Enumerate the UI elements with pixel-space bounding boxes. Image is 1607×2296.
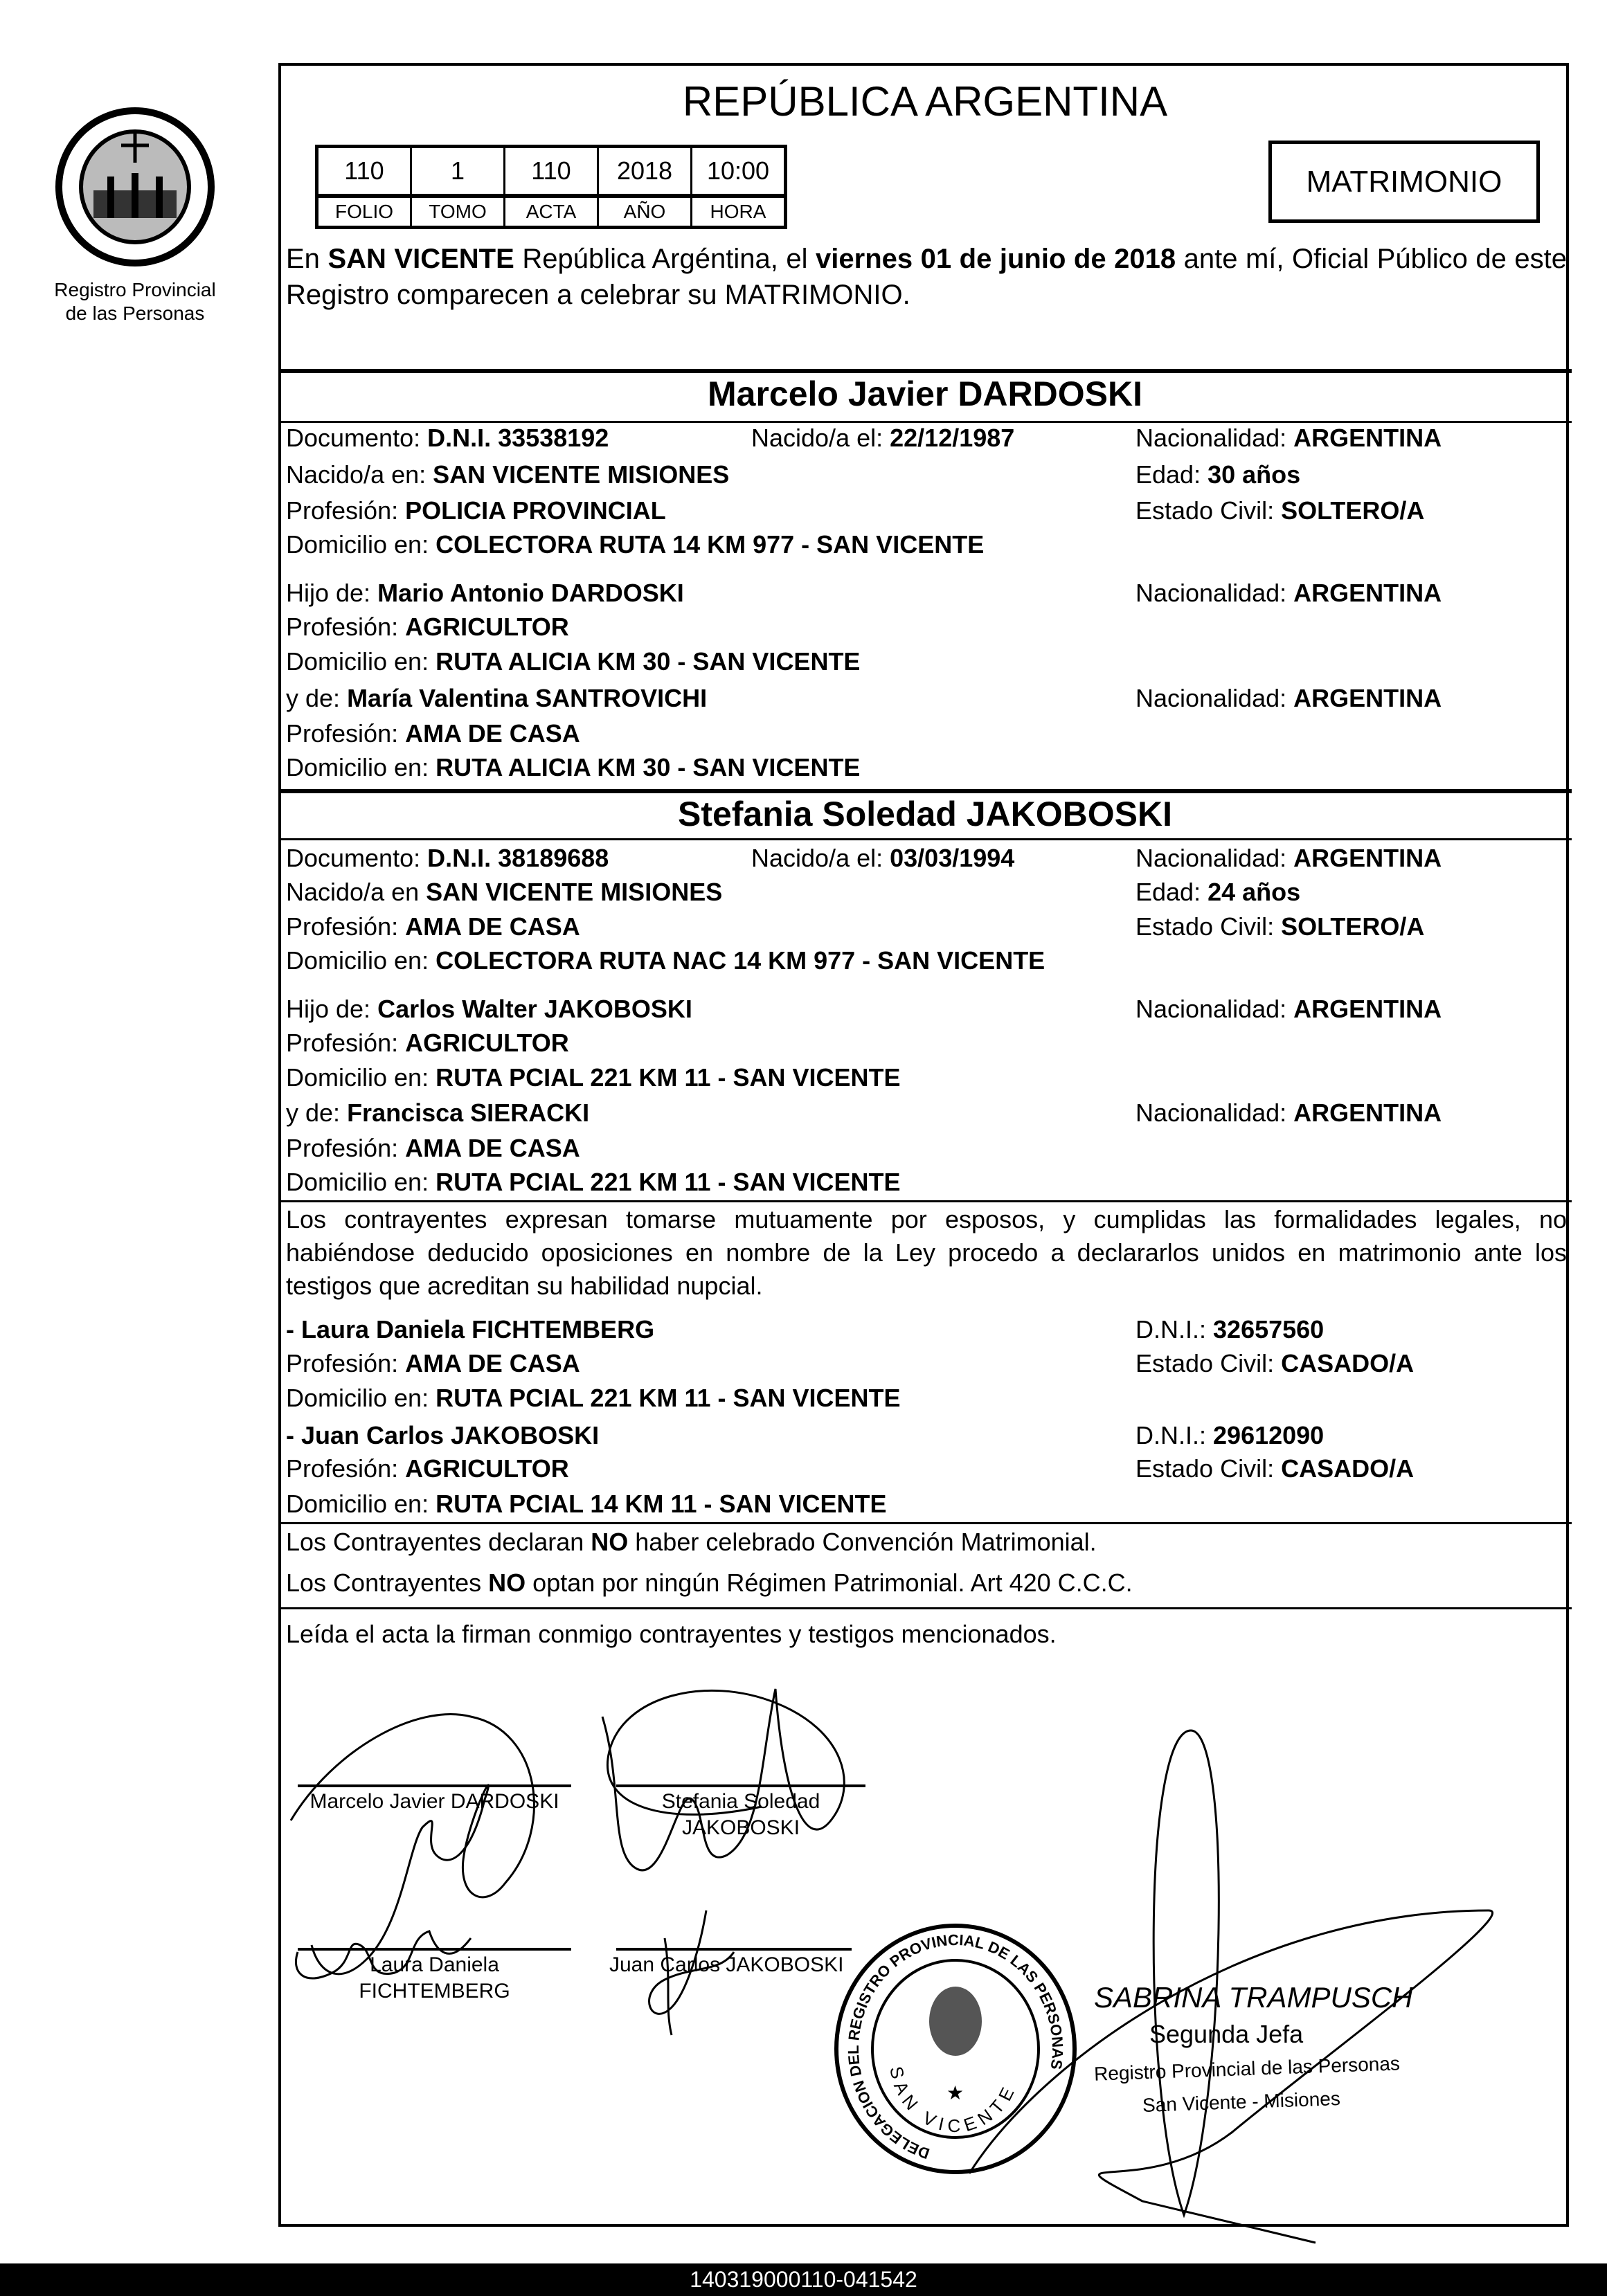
intro-part: ante mí, Oficial Público de este Registro comparecen a celebrar su MATRIMONIO. (286, 244, 1567, 310)
field-label: y de: (286, 1099, 341, 1127)
bride-name-heading: Stefania Soledad JAKOBOSKI (677, 795, 1173, 833)
groom-nacido-el (751, 424, 1014, 452)
field-label: D.N.I.: (1135, 1421, 1207, 1449)
field-value: SOLTERO/A (1281, 912, 1425, 941)
bride-estado-civil (1135, 913, 1424, 941)
field-value: Carlos Walter JAKOBOSKI (377, 995, 692, 1023)
field-value: AGRICULTOR (405, 1029, 569, 1057)
closing-statement: Leída el acta la firman conmigo contrayentes y testigos mencionados. (286, 1620, 1057, 1648)
text-part: haber celebrado Convención Matrimonial. (628, 1528, 1097, 1556)
witness-1-estado-civil (1135, 1350, 1414, 1377)
document-type-box: MATRIMONIO (1268, 141, 1540, 223)
field-value: - Juan Carlos JAKOBOSKI (286, 1421, 600, 1449)
field-value: 32657560 (1213, 1315, 1325, 1344)
field-value: ARGENTINA (1293, 684, 1442, 712)
logo-caption (28, 278, 242, 325)
signature-name-line: Stefania Soledad (661, 1790, 820, 1813)
signature-name-witness-2: Juan Carlos JAKOBOSKI (609, 1953, 844, 1976)
divider (278, 1522, 1572, 1524)
groom-nacionalidad (1135, 424, 1442, 452)
provincial-seal-logo (52, 107, 218, 266)
field-value: AGRICULTOR (405, 613, 569, 641)
field-value: 22/12/1987 (890, 424, 1015, 452)
field-label: Domicilio en: (286, 530, 429, 559)
anio-value: 2018 (598, 147, 692, 197)
field-value: ARGENTINA (1293, 844, 1442, 872)
field-label: Profesión: (286, 613, 399, 641)
divider (278, 789, 1572, 793)
field-label: Domicilio en: (286, 1063, 429, 1092)
stamp-inner-textpath: SAN VICENTE (886, 2064, 1021, 2137)
field-value: COLECTORA RUTA NAC 14 KM 977 - SAN VICENTE (436, 946, 1045, 975)
witness-2-dni (1135, 1422, 1324, 1449)
signature-bride (602, 1689, 844, 1870)
intro-part: En (286, 244, 328, 274)
signature-name-line: Laura Daniela (370, 1953, 499, 1976)
bride-domicilio (286, 947, 1045, 975)
bride-edad (1135, 878, 1300, 906)
field-value: CASADO/A (1281, 1349, 1415, 1377)
field-label: D.N.I.: (1135, 1315, 1207, 1344)
bride-nacionalidad (1135, 844, 1442, 872)
official-role: Segunda Jefa (1149, 2020, 1304, 2048)
witness-2-domicilio (286, 1490, 887, 1518)
field-value: - Laura Daniela FICHTEMBERG (286, 1315, 655, 1344)
field-value: 30 años (1208, 460, 1301, 489)
field-value: SOLTERO/A (1281, 496, 1425, 525)
logo-caption-line2: de las Personas (65, 302, 205, 324)
field-label: Nacido/a en: (286, 460, 427, 489)
field-value: D.N.I. 38189688 (427, 844, 609, 872)
bride-mother-domicilio (286, 1168, 901, 1196)
field-value: AMA DE CASA (405, 719, 580, 748)
groom-name-heading: Marcelo Javier DARDOSKI (707, 374, 1142, 413)
field-value: Francisca SIERACKI (347, 1099, 590, 1127)
bride-nacido-en (286, 878, 722, 906)
field-value: SAN VICENTE MISIONES (426, 878, 723, 906)
signature-witness-2 (649, 1910, 734, 2035)
field-label: Nacionalidad: (1135, 424, 1287, 452)
field-label: Hijo de: (286, 995, 371, 1023)
groom-mother-domicilio (286, 754, 860, 781)
official-stamp (831, 1921, 1080, 2177)
divider (278, 1200, 1572, 1202)
field-value: RUTA PCIAL 221 KM 11 - SAN VICENTE (436, 1384, 901, 1412)
field-label: Profesión: (286, 719, 399, 748)
groom-edad (1135, 461, 1300, 489)
witness-1-dni (1135, 1316, 1324, 1344)
hora-value: 10:00 (692, 147, 786, 197)
stamp-emblem-icon (929, 1987, 982, 2056)
groom-father (286, 579, 684, 607)
field-value: RUTA PCIAL 221 KM 11 - SAN VICENTE (436, 1168, 901, 1196)
field-value: Mario Antonio DARDOSKI (377, 579, 684, 607)
bride-mother-nacionalidad (1135, 1099, 1442, 1127)
bride-nacido-el (751, 844, 1014, 872)
text-part: Los Contrayentes (286, 1569, 489, 1597)
field-label: y de: (286, 684, 341, 712)
field-value: AMA DE CASA (405, 1134, 580, 1162)
field-label: Domicilio en: (286, 1490, 429, 1518)
field-label: Nacido/a el: (751, 844, 883, 872)
divider (278, 1607, 1572, 1609)
bride-profesion (286, 913, 580, 941)
field-label: Documento: (286, 844, 421, 872)
bride-father-profesion (286, 1029, 569, 1057)
field-label: Nacionalidad: (1135, 995, 1287, 1023)
field-label: Nacionalidad: (1135, 579, 1287, 607)
field-label: Profesión: (286, 1029, 399, 1057)
witness-1-name (286, 1316, 654, 1344)
field-label: Profesión: (286, 1454, 399, 1483)
field-value: CASADO/A (1281, 1454, 1415, 1483)
field-value: D.N.I. 33538192 (427, 424, 609, 452)
field-label: Nacionalidad: (1135, 684, 1287, 712)
groom-mother-profesion (286, 720, 580, 748)
bride-father-nacionalidad (1135, 995, 1442, 1023)
field-value: ARGENTINA (1293, 995, 1442, 1023)
field-label: Profesión: (286, 1349, 399, 1377)
intro-place: SAN VICENTE (327, 244, 514, 274)
declaration-text: Los contrayentes expresan tomarse mutuamente por esposos, y cumplidas las formalidades legales, no habiéndose deducido oposiciones en nombre de la Ley procedo a declararlos unidos en matrimonio ante los testigos que acreditan su habilidad nupcial. (286, 1205, 1567, 1300)
field-value: POLICIA PROVINCIAL (405, 496, 666, 525)
field-value: RUTA PCIAL 221 KM 11 - SAN VICENTE (436, 1063, 901, 1092)
field-label: Edad: (1135, 460, 1201, 489)
field-label: Domicilio en: (286, 753, 429, 781)
field-value: RUTA PCIAL 14 KM 11 - SAN VICENTE (436, 1490, 887, 1518)
field-label: Estado Civil: (1135, 1349, 1275, 1377)
field-label: Domicilio en: (286, 1168, 429, 1196)
field-label: Profesión: (286, 496, 399, 525)
field-label: Nacionalidad: (1135, 1099, 1287, 1127)
field-value: ARGENTINA (1293, 579, 1442, 607)
folio-value: 110 (317, 147, 411, 197)
groom-estado-civil (1135, 497, 1424, 525)
field-label: Domicilio en: (286, 1384, 429, 1412)
bride-father (286, 995, 692, 1023)
field-label: Domicilio en: (286, 946, 429, 975)
divider (278, 838, 1572, 840)
field-value: AMA DE CASA (405, 912, 580, 941)
bride-mother-profesion (286, 1135, 580, 1162)
text-part: optan por ningún Régimen Patrimonial. Art 420 C.C.C. (526, 1569, 1133, 1597)
signature-name-groom: Marcelo Javier DARDOSKI (309, 1790, 559, 1813)
field-value: 24 años (1208, 878, 1301, 906)
intro-date: viernes 01 de junio de 2018 (816, 244, 1176, 274)
intro-text (286, 241, 1567, 313)
field-label: Profesión: (286, 912, 399, 941)
field-label: Estado Civil: (1135, 912, 1275, 941)
field-label: Hijo de: (286, 579, 371, 607)
groom-profesion (286, 497, 666, 525)
field-value: RUTA ALICIA KM 30 - SAN VICENTE (436, 753, 861, 781)
text-emphasis: NO (488, 1569, 526, 1597)
witness-2-name (286, 1422, 599, 1449)
field-value: ARGENTINA (1293, 1099, 1442, 1127)
signature-groom (291, 1715, 534, 1974)
stamp-star-icon: ★ (946, 2081, 964, 2104)
witness-2-estado-civil (1135, 1455, 1414, 1483)
signature-name-line: JAKOBOSKI (681, 1816, 800, 1839)
witness-1-domicilio (286, 1384, 901, 1412)
field-label: Nacido/a en (286, 878, 420, 906)
official-org: Registro Provincial de las Personas (1093, 2052, 1401, 2085)
field-label: Edad: (1135, 878, 1201, 906)
divider (278, 421, 1572, 423)
groom-father-domicilio (286, 648, 860, 676)
groom-mother-nacionalidad (1135, 685, 1442, 712)
record-info-table (315, 145, 787, 229)
field-value: ARGENTINA (1293, 424, 1442, 452)
text-part: Los Contrayentes declaran (286, 1528, 591, 1556)
groom-father-profesion (286, 613, 569, 641)
anio-label: AÑO (598, 196, 692, 228)
field-label: Documento: (286, 424, 421, 452)
divider (278, 369, 1572, 373)
signature-name-line: FICHTEMBERG (359, 1980, 510, 2003)
intro-part: República Argéntina, el (514, 244, 816, 274)
field-value: SAN VICENTE MISIONES (433, 460, 730, 489)
folio-label: FOLIO (317, 196, 411, 228)
page-title: REPÚBLICA ARGENTINA (682, 78, 1168, 125)
stamp-outer-textpath: DELEGACION DEL REGISTRO PROVINCIAL DE LAS PERSONAS (844, 1931, 1067, 2163)
logo-caption-line1: Registro Provincial (54, 279, 216, 300)
field-label: Domicilio en: (286, 647, 429, 676)
acta-label: ACTA (505, 196, 598, 228)
bride-mother (286, 1099, 589, 1127)
field-label: Estado Civil: (1135, 496, 1275, 525)
field-label: Nacionalidad: (1135, 844, 1287, 872)
text-emphasis: NO (591, 1528, 629, 1556)
hora-label: HORA (692, 196, 786, 228)
footer-barcode-text: 140319000110-041542 (0, 2263, 1607, 2296)
field-label: Estado Civil: (1135, 1454, 1275, 1483)
seal-icon (52, 107, 218, 266)
field-label: Nacido/a el: (751, 424, 883, 452)
field-value: COLECTORA RUTA 14 KM 977 - SAN VICENTE (436, 530, 985, 559)
groom-father-nacionalidad (1135, 579, 1442, 607)
tomo-label: TOMO (411, 196, 505, 228)
groom-mother (286, 685, 707, 712)
official-place: San Vicente - Misiones (1142, 2088, 1341, 2116)
regime-statement (286, 1569, 1133, 1597)
field-label: Profesión: (286, 1134, 399, 1162)
field-value: RUTA ALICIA KM 30 - SAN VICENTE (436, 647, 861, 676)
field-value: 03/03/1994 (890, 844, 1015, 872)
groom-domicilio (286, 531, 984, 559)
field-value: 29612090 (1213, 1421, 1325, 1449)
groom-nacido-en (286, 461, 729, 489)
convention-statement (286, 1528, 1097, 1556)
bride-documento (286, 844, 609, 872)
bride-father-domicilio (286, 1064, 901, 1092)
field-value: María Valentina SANTROVICHI (347, 684, 708, 712)
field-value: AGRICULTOR (405, 1454, 569, 1483)
field-value: AMA DE CASA (405, 1349, 580, 1377)
witness-2-profesion (286, 1455, 569, 1483)
tomo-value: 1 (411, 147, 505, 197)
groom-documento (286, 424, 609, 452)
acta-value: 110 (505, 147, 598, 197)
official-name: SABRINA TRAMPUSCH (1094, 1981, 1413, 2014)
witness-1-profesion (286, 1350, 580, 1377)
